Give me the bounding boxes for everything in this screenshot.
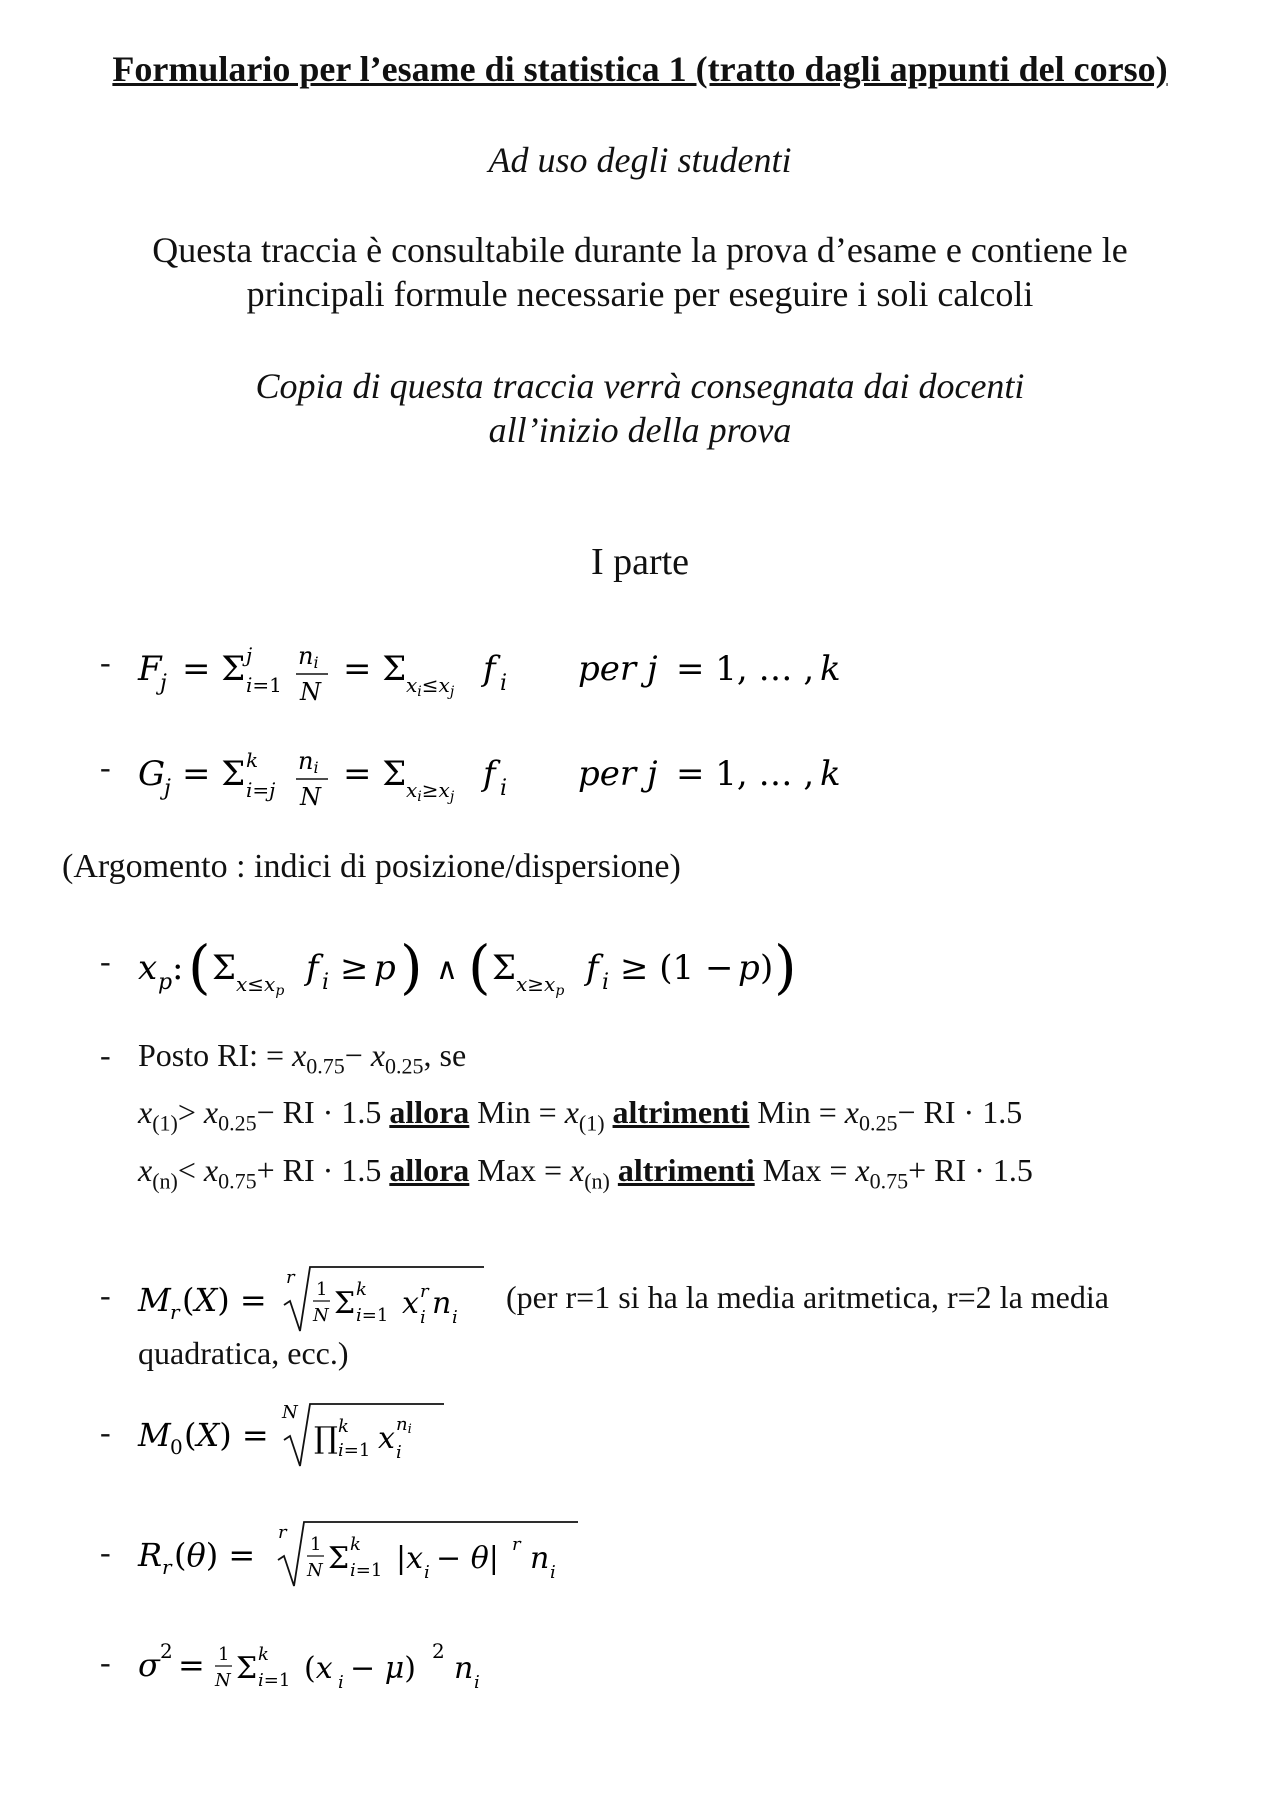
- svg-text:≥: ≥: [340, 948, 369, 988]
- svg-text::: :: [172, 948, 184, 988]
- svg-text:σ: σ: [138, 1646, 160, 1684]
- formula-variance-svg: [138, 1620, 558, 1700]
- svg-text:k: k: [246, 748, 259, 772]
- svg-text:F: F: [138, 649, 162, 689]
- intro-line-2: principali formule necessarie per eseguire i soli calcoli: [246, 274, 1034, 314]
- formula-M0-expression: [138, 1390, 458, 1479]
- svg-text:i: i: [396, 1442, 402, 1463]
- svg-text:f: f: [306, 948, 319, 988]
- formula-Fj: [0, 630, 1280, 710]
- subtitle: Ad uso degli studenti: [488, 140, 792, 180]
- svg-text:n: n: [530, 1541, 550, 1576]
- svg-text:i: i: [500, 776, 508, 801]
- formula-Gj-expression: [138, 735, 918, 824]
- svg-text:Σ: Σ: [492, 948, 517, 988]
- svg-text:= Σ: = Σ: [343, 649, 407, 689]
- svg-text:M: M: [138, 1281, 171, 1319]
- altrimenti-label: altrimenti: [617, 1151, 755, 1188]
- mr-note: (per r=1 si ha la media aritmetica, r=2 la media: [506, 1279, 1109, 1315]
- svg-text:1: 1: [316, 1279, 328, 1300]
- svg-text:j: j: [164, 776, 171, 801]
- bullet-dash: -: [100, 1277, 111, 1313]
- ri-line-2: $x_{(1)}> x_{0.25}-$ RI · 1.5 allora Min = $x_{(1)}$ altrimenti Min = $x_{0.25}-$ RI · 1.5: [138, 1094, 1023, 1136]
- section-title: I parte: [590, 541, 690, 583]
- altrimenti-label: altrimenti: [612, 1094, 750, 1131]
- svg-text:f: f: [586, 948, 599, 988]
- svg-text:(θ) =: (θ) =: [174, 1536, 256, 1574]
- formula-quantile-expression: [138, 925, 898, 1024]
- formula-Fj-svg: [138, 630, 918, 710]
- svg-text:r: r: [420, 1281, 429, 1302]
- bullet-dash: -: [100, 943, 111, 979]
- allora-label: allora: [389, 1151, 470, 1188]
- svg-text:i=1: i=1: [356, 1305, 389, 1326]
- svg-text:k: k: [338, 1416, 349, 1437]
- ri-line-1: Posto RI: = $x_{0.75}- x_{0.25}$, se: [138, 1037, 467, 1079]
- svg-text:k: k: [820, 754, 841, 794]
- svg-text:x: x: [138, 948, 158, 988]
- svg-text:r: r: [512, 1534, 521, 1555]
- svg-text:k: k: [350, 1534, 361, 1555]
- svg-text:i: i: [420, 1307, 426, 1328]
- svg-text:xi≤xj: $x_i\le x_j$: [406, 673, 455, 700]
- svg-text:per j: per j: [578, 754, 658, 794]
- formula-Mr: [0, 1255, 1280, 1375]
- svg-text:≥ (1 −: ≥ (1 −: [620, 948, 734, 988]
- svg-text:M: M: [138, 1416, 171, 1454]
- allora-label: allora: [389, 1094, 470, 1131]
- svg-text:x: x: [378, 1421, 395, 1456]
- formula-M0-svg: [138, 1390, 458, 1470]
- intro-line-1: Questa traccia è consultabile durante la prova d’esame e contiene le: [152, 230, 1128, 270]
- svg-text:|x: |x: [396, 1541, 424, 1576]
- formula-Mr-expression: [138, 1255, 498, 1344]
- svg-text:1: 1: [218, 1644, 230, 1665]
- svg-text:ni: ni: [396, 1414, 412, 1437]
- svg-text:x≤xp: $x\le x_p$: [236, 972, 285, 999]
- formula-variance: [0, 1620, 1280, 1700]
- svg-text:G: G: [138, 754, 166, 794]
- svg-text:= Σ: = Σ: [182, 649, 246, 689]
- svg-text:xi≥xj: $x_i\ge x_j$: [406, 778, 455, 805]
- formula-Rr: [0, 1510, 1280, 1590]
- svg-text:= 1, … ,: = 1, … ,: [676, 754, 815, 794]
- svg-text:R: R: [138, 1536, 163, 1574]
- svg-text:): ): [774, 933, 797, 1001]
- svg-text:r: r: [286, 1267, 295, 1288]
- svg-text:j: j: [246, 643, 253, 667]
- svg-text:x≥xp: $x\ge x_p$: [516, 972, 565, 999]
- svg-text:per j: per j: [578, 649, 658, 689]
- svg-text:r: r: [170, 1300, 180, 1324]
- svg-text:N: N: [313, 1305, 329, 1326]
- page-title: Formulario per l’esame di statistica 1 (tratto dagli appunti del corso): [112, 49, 1168, 89]
- svg-text:i: i: [322, 970, 330, 995]
- note-line-1: Copia di questa traccia verrà consegnata dai docenti: [255, 366, 1025, 406]
- formula-Rr-svg: [138, 1510, 598, 1590]
- svg-text:i: i: [474, 1672, 480, 1693]
- svg-text:∧: ∧: [436, 952, 458, 987]
- svg-text:Σ: Σ: [334, 1286, 356, 1321]
- svg-text:Σ: Σ: [328, 1541, 350, 1576]
- formula-quantile: [0, 925, 1280, 1005]
- svg-text:i: i: [550, 1562, 556, 1583]
- svg-text:i: i: [602, 970, 610, 995]
- svg-text:− θ|: − θ|: [436, 1541, 499, 1576]
- formula-Gj-svg: [138, 735, 918, 815]
- bullet-dash: -: [100, 644, 111, 680]
- bullet-dash: -: [100, 749, 111, 785]
- svg-text:(X) =: (X) =: [182, 1281, 267, 1319]
- bullet-dash: -: [100, 1534, 111, 1570]
- svg-text:x: x: [402, 1286, 419, 1321]
- svg-text:p: p: [374, 948, 396, 988]
- formula-M0: [0, 1390, 1280, 1470]
- ri-line-3: $x_{(n)}< x_{0.75}+$ RI · 1.5 allora Max = $x_{(n)}$ altrimenti Max = $x_{0.75}+$ RI · 1.5: [138, 1151, 1033, 1194]
- formula-Fj-expression: [138, 630, 918, 719]
- svg-text:N: N: [300, 678, 321, 706]
- svg-text:= 1, … ,: = 1, … ,: [676, 649, 815, 689]
- svg-text:2: 2: [160, 1639, 173, 1663]
- formula-Gj: [0, 735, 1280, 815]
- formula-Mr-svg: [138, 1255, 498, 1335]
- svg-text:i: i: [452, 1307, 458, 1328]
- svg-text:i=1: i=1: [258, 1670, 291, 1691]
- svg-text:n: n: [432, 1286, 452, 1321]
- svg-text:p: p: [738, 948, 760, 988]
- formula-variance-expression: [138, 1620, 558, 1709]
- svg-text:n: n: [454, 1651, 474, 1686]
- svg-text:i=1: i=1: [350, 1560, 383, 1581]
- svg-text:i=j: i=j: [246, 778, 276, 802]
- svg-text:i=1: i=1: [246, 673, 282, 697]
- svg-text:N: N: [282, 1402, 298, 1423]
- svg-text:p: p: [158, 970, 173, 995]
- svg-text:i: i: [424, 1562, 430, 1583]
- svg-text:= Σ: = Σ: [182, 754, 246, 794]
- bullet-dash: -: [100, 1037, 111, 1073]
- svg-text:k: k: [820, 649, 841, 689]
- argomento-heading: (Argomento : indici di posizione/dispersione): [62, 848, 681, 885]
- svg-text:(X) =: (X) =: [184, 1416, 269, 1454]
- svg-text:k: k: [356, 1279, 367, 1300]
- svg-text:k: k: [258, 1644, 269, 1665]
- svg-text:ni: ni: [298, 747, 319, 777]
- mr-note-continued: quadratica, ecc.): [138, 1335, 349, 1371]
- bullet-dash: -: [100, 1414, 111, 1450]
- svg-text:=: =: [178, 1646, 205, 1684]
- formula-quantile-svg: [138, 925, 898, 1015]
- svg-text:0: 0: [170, 1435, 183, 1459]
- ri-lines: [138, 1032, 1033, 1204]
- svg-text:∏: ∏: [314, 1421, 338, 1456]
- svg-text:i: i: [338, 1672, 344, 1693]
- svg-text:): ): [400, 933, 423, 1001]
- svg-text:r: r: [162, 1555, 172, 1579]
- svg-text:i=1: i=1: [338, 1440, 371, 1461]
- svg-text:2: 2: [432, 1639, 445, 1663]
- svg-text:r: r: [278, 1522, 287, 1543]
- svg-text:f: f: [483, 649, 496, 689]
- svg-text:Σ: Σ: [236, 1651, 258, 1686]
- svg-text:i: i: [500, 671, 508, 696]
- svg-text:N: N: [300, 783, 321, 811]
- ri-def-suffix: , se: [423, 1037, 467, 1073]
- svg-text:− μ): − μ): [350, 1651, 416, 1686]
- svg-text:= Σ: = Σ: [343, 754, 407, 794]
- svg-text:): ): [760, 948, 774, 988]
- svg-text:N: N: [307, 1560, 323, 1581]
- note-line-2: all’inizio della prova: [488, 410, 792, 450]
- svg-text:(: (: [188, 933, 211, 1001]
- svg-text:j: j: [160, 671, 167, 696]
- ri-def-label: Posto RI: =: [138, 1037, 293, 1073]
- svg-text:Σ: Σ: [212, 948, 237, 988]
- svg-text:ni: ni: [298, 642, 319, 672]
- svg-text:f: f: [483, 754, 496, 794]
- bullet-dash: -: [100, 1644, 111, 1680]
- svg-text:1: 1: [310, 1534, 322, 1555]
- svg-text:N: N: [215, 1670, 231, 1691]
- svg-text:(x: (x: [304, 1651, 333, 1686]
- formula-Rr-expression: [138, 1510, 598, 1599]
- svg-text:(: (: [468, 933, 491, 1001]
